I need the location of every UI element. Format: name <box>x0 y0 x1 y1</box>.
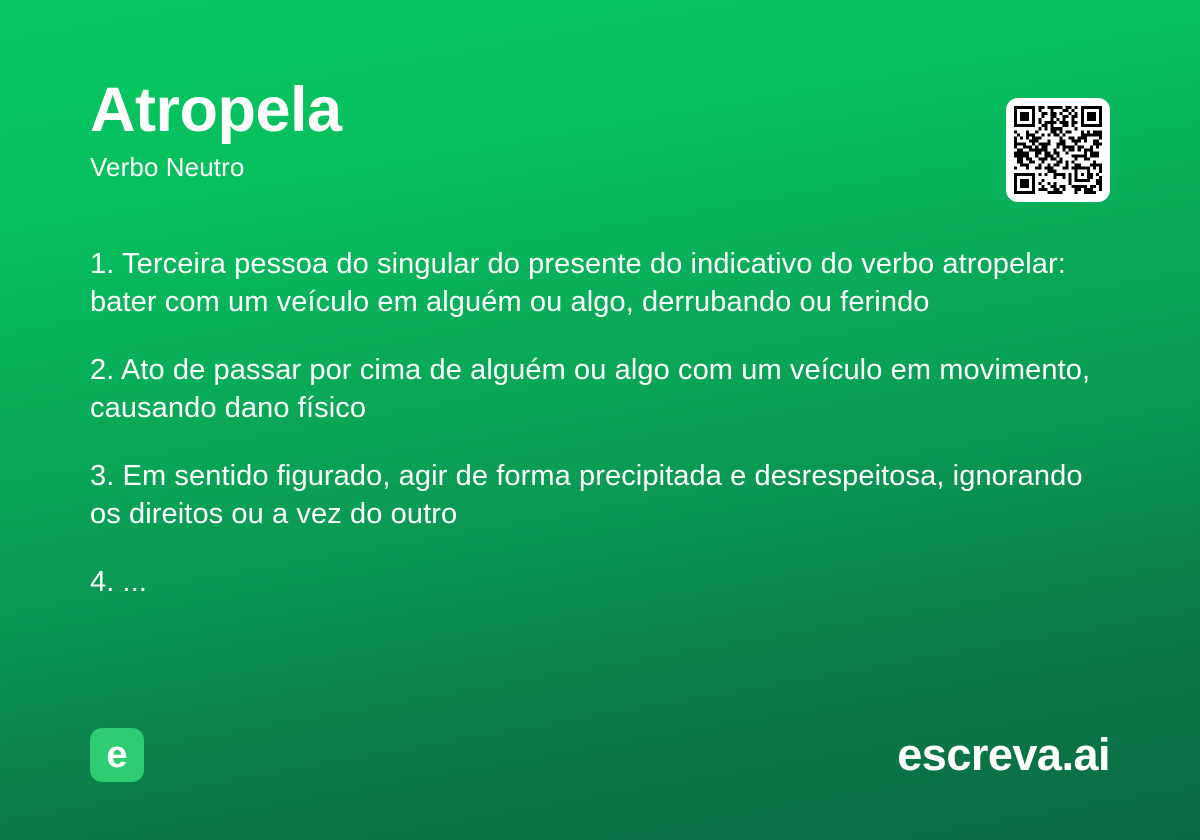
brand-name: escreva.ai <box>897 729 1110 780</box>
definition-list <box>90 245 1110 602</box>
qr-code-icon <box>1014 106 1102 194</box>
list-item: 3. Em sentido figurado, agir de forma precipitada e desrespeitosa, ignorando os direitos ou a vez do outro <box>90 459 1083 531</box>
card-header <box>90 75 1110 183</box>
list-item: 4. ... <box>90 565 148 598</box>
card-footer <box>90 730 1110 782</box>
list-item: 2. Ato de passar por cima de alguém ou algo com um veículo em movimento, causando dano físico <box>90 353 1091 425</box>
page-title: Atropela <box>90 75 342 145</box>
list-item: 1. Terceira pessoa do singular do presente do indicativo do verbo atropelar: bater com um veículo em alguém ou algo, derrubando ou ferindo <box>90 247 1066 319</box>
word-classification: Verbo Neutro <box>90 151 245 182</box>
card-content <box>90 75 1110 800</box>
logo-mark: e <box>90 728 144 782</box>
qr-code[interactable] <box>1006 98 1110 202</box>
